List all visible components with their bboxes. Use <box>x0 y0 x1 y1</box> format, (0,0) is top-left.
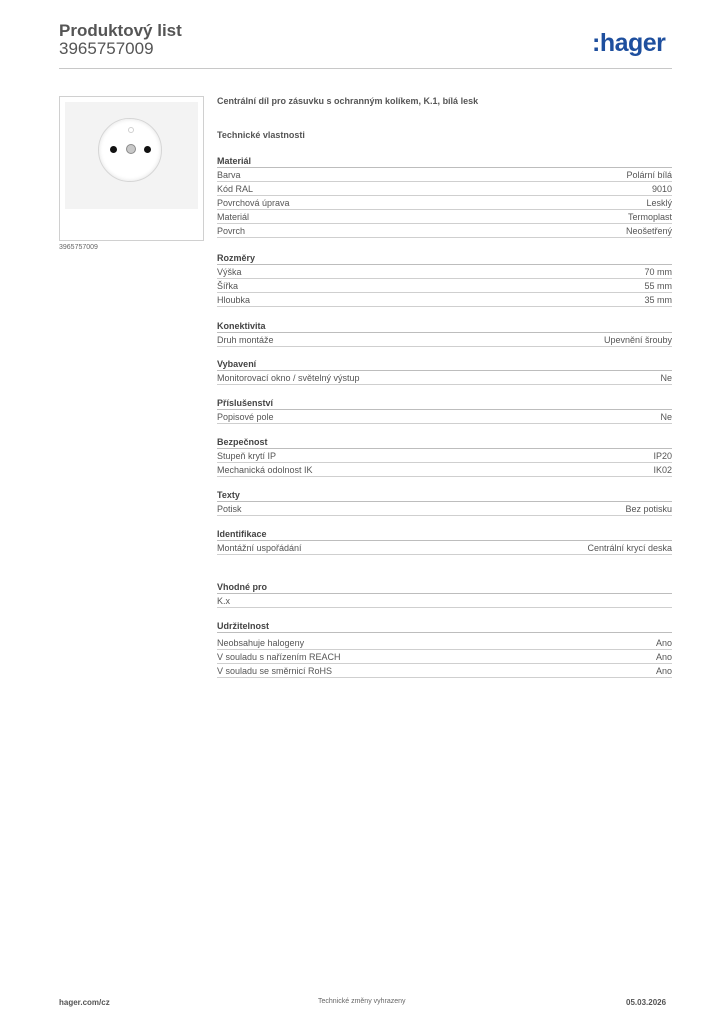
section-title: Materiál <box>217 156 252 166</box>
footer-date: 05.03.2026 <box>626 998 667 1007</box>
header-divider <box>59 68 672 69</box>
spec-row <box>217 224 672 238</box>
spec-label: Potisk <box>217 504 242 514</box>
spec-label: Popisové pole <box>217 412 274 422</box>
section-equipment <box>217 358 672 385</box>
spec-label: Hloubka <box>217 295 251 305</box>
spec-label: Stupeň krytí IP <box>217 451 277 461</box>
footer-notice: Technické změny vyhrazeny <box>318 998 406 1005</box>
spec-row <box>217 594 672 608</box>
spec-label: Barva <box>217 170 241 180</box>
section-title: Texty <box>217 490 240 500</box>
socket-earth-pin <box>128 127 134 133</box>
spec-value: Termoplast <box>627 212 672 222</box>
product-name: Centrální díl pro zásuvku s ochranným kolíkem, K.1, bílá lesk <box>217 96 479 106</box>
section-accessories <box>217 397 672 424</box>
spec-row <box>217 463 672 477</box>
spec-label: Výška <box>217 267 242 277</box>
spec-row <box>217 210 672 224</box>
spec-row <box>217 168 672 182</box>
spec-value: Ano <box>655 638 672 648</box>
section-connectivity <box>217 320 672 347</box>
section-divider <box>217 632 672 633</box>
socket-right-hole <box>144 146 151 153</box>
section-dimensions <box>217 252 672 307</box>
spec-value: Upevnění šrouby <box>603 335 672 345</box>
spec-value: 35 mm <box>644 295 672 305</box>
spec-label: Neobsahuje halogeny <box>217 638 305 648</box>
spec-row <box>217 265 672 279</box>
spec-row <box>217 410 672 424</box>
section-identification <box>217 528 672 555</box>
spec-row <box>217 196 672 210</box>
spec-label: Šířka <box>217 281 239 291</box>
section-suitable-for <box>217 581 672 608</box>
hager-logo: :hager <box>592 29 666 57</box>
spec-row <box>217 279 672 293</box>
spec-label: V souladu s nařízením REACH <box>217 652 341 662</box>
spec-value: 70 mm <box>644 267 672 277</box>
socket-left-hole <box>110 146 117 153</box>
page-title: Produktový list <box>59 21 182 40</box>
section-title: Příslušenství <box>217 398 274 408</box>
section-title: Udržitelnost <box>217 621 270 631</box>
section-title: Bezpečnost <box>217 437 268 447</box>
spec-value: Ano <box>655 666 672 676</box>
section-title: Vhodné pro <box>217 582 267 592</box>
product-image <box>59 96 204 241</box>
product-code: 3965757009 <box>59 39 154 58</box>
technical-properties-title: Technické vlastnosti <box>217 130 305 140</box>
spec-label: Materiál <box>217 212 250 222</box>
section-title: Vybavení <box>217 359 257 369</box>
spec-row <box>217 293 672 307</box>
footer-website-link[interactable]: hager.com/cz <box>59 998 110 1007</box>
spec-value: Ano <box>655 652 672 662</box>
spec-value: IP20 <box>653 451 672 461</box>
spec-label: K.x <box>217 596 231 606</box>
section-title: Rozměry <box>217 253 256 263</box>
spec-value: Ne <box>660 373 672 383</box>
spec-value: Lesklý <box>646 198 672 208</box>
spec-row <box>217 636 672 650</box>
socket-center-screw <box>126 144 136 154</box>
spec-label: Monitorovací okno / světelný výstup <box>217 373 360 383</box>
spec-value: Neošetřený <box>625 226 672 236</box>
spec-label: Druh montáže <box>217 335 274 345</box>
spec-label: Povrchová úprava <box>217 198 290 208</box>
spec-label: Montážní uspořádání <box>217 543 302 553</box>
section-material <box>217 155 672 238</box>
spec-value: 55 mm <box>644 281 672 291</box>
socket-illustration <box>98 118 162 182</box>
image-caption: 3965757009 <box>59 244 98 251</box>
spec-value: 9010 <box>651 184 672 194</box>
section-sustainability <box>217 620 672 678</box>
spec-row <box>217 541 672 555</box>
section-title: Konektivita <box>217 321 266 331</box>
spec-row <box>217 650 672 664</box>
spec-value: Ne <box>660 412 672 422</box>
spec-row <box>217 664 672 678</box>
spec-value: Centrální krycí deska <box>587 543 672 553</box>
spec-row <box>217 333 672 347</box>
section-title: Identifikace <box>217 529 267 539</box>
spec-row <box>217 182 672 196</box>
spec-row <box>217 371 672 385</box>
spec-label: Povrch <box>217 226 246 236</box>
spec-label: Kód RAL <box>217 184 254 194</box>
spec-value: Bez potisku <box>625 504 672 514</box>
spec-row <box>217 449 672 463</box>
spec-label: V souladu se směrnicí RoHS <box>217 666 333 676</box>
section-texts <box>217 489 672 516</box>
spec-value: IK02 <box>653 465 672 475</box>
spec-row <box>217 502 672 516</box>
spec-label: Mechanická odolnost IK <box>217 465 313 475</box>
product-image-background <box>65 102 198 209</box>
section-safety <box>217 436 672 477</box>
spec-value: Polární bílá <box>626 170 672 180</box>
